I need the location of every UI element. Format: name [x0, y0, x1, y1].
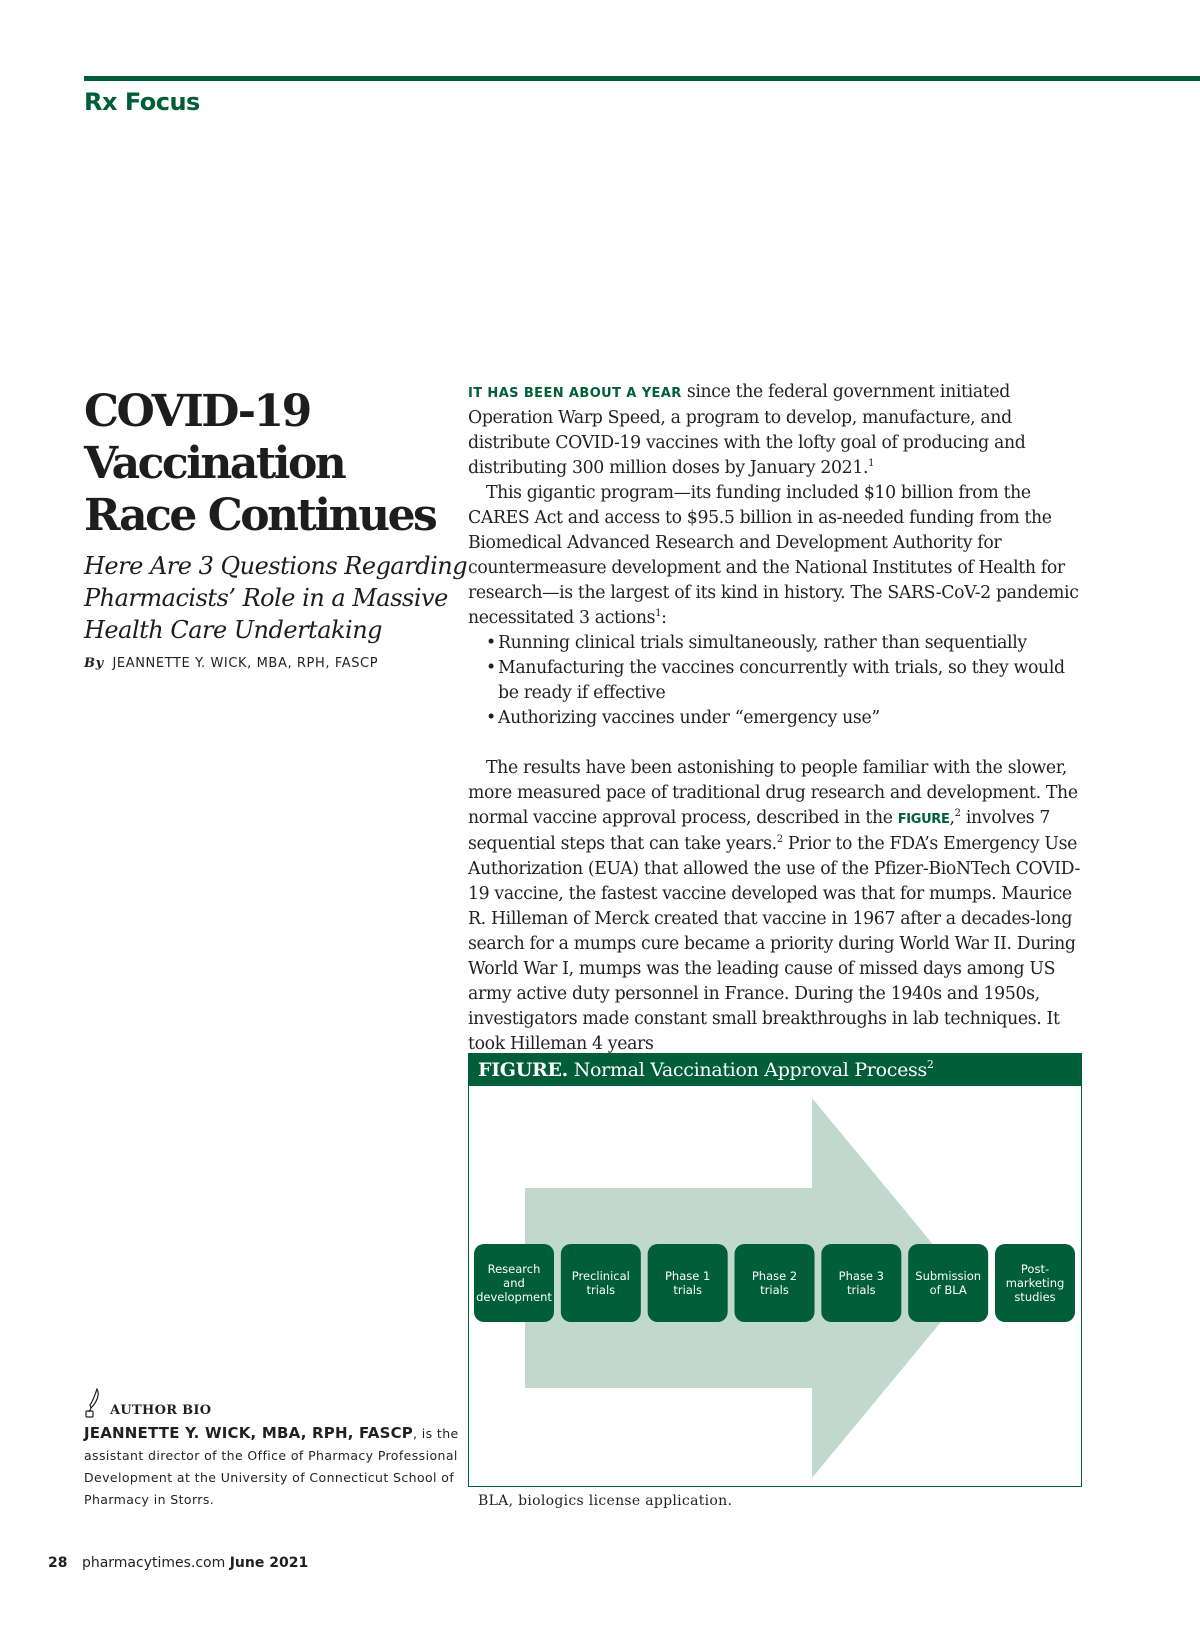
paragraph-1	[468, 380, 1088, 481]
byline	[84, 656, 454, 671]
reference-4: 2	[776, 834, 783, 845]
figure-label: FIGURE.	[478, 1059, 568, 1081]
author-bio-heading	[110, 1388, 464, 1418]
paragraph-3-text-d: Prior to the FDA’s Emergency Use Authorization (EUA) that allowed the use of the Pfizer-BioNTech COVID-19 vaccine, the fastest vaccine developed was that for mumps. Maurice R. Hilleman of Merck created that vaccine in 1967 after a decades-long search for a mumps cure became a priority during World War II. During World War I, mumps was the leading cause of missed days among US army active duty personnel in France. During the 1940s and 1950s, investigators made constant small breakthroughs in lab techniques. It took Hilleman 4 years	[468, 834, 1080, 1054]
steps-group	[474, 1244, 1075, 1322]
lead-in: IT HAS BEEN ABOUT A YEAR	[468, 386, 682, 401]
reference-1: 1	[868, 458, 875, 469]
process-step-label: marketing	[1005, 1276, 1065, 1290]
figure-link[interactable]: FIGURE	[897, 812, 950, 827]
article-title-line-2: Vaccination	[84, 438, 345, 489]
process-step-label: Preclinical	[571, 1269, 630, 1283]
reference-3: 2	[954, 808, 961, 819]
subtitle-line-3: Health Care Undertaking	[84, 616, 383, 644]
process-step-label: Research	[487, 1262, 541, 1276]
process-step-label: Phase 1	[665, 1269, 711, 1283]
paragraph-3-text-a: The results have been astonishing to people familiar with the slower, more measured pace of traditional drug research and development. The normal vaccine approval process, described in the	[468, 758, 1078, 828]
bio-description: , is the assistant director of the Office of Pharmacy Professional Development at the University of Connecticut School of Pharmacy in Storrs.	[84, 1426, 459, 1507]
site-name: pharmacytimes.com	[81, 1555, 226, 1571]
paragraph-2	[468, 481, 1088, 631]
bullet-item: • Running clinical trials simultaneously, rather than sequentially	[486, 631, 1088, 656]
bio-heading-text: AUTHOR BIO	[110, 1403, 212, 1418]
reference-2: 1	[655, 608, 662, 619]
bio-author-name: JEANNETTE Y. WICK, MBA, RPH, FASCP	[84, 1424, 413, 1442]
process-step-label: studies	[1014, 1290, 1056, 1304]
author-bio	[84, 1388, 464, 1511]
article-title-line-1: COVID-19	[84, 386, 310, 437]
process-step-label: and	[503, 1276, 525, 1290]
process-step-label: Submission	[915, 1269, 982, 1283]
figure-box	[468, 1053, 1082, 1487]
subtitle-line-2: Pharmacists’ Role in a Massive	[84, 584, 448, 612]
process-step-label: trials	[673, 1283, 703, 1297]
process-step-label: Post-	[1020, 1262, 1050, 1276]
paragraph-2-text: This gigantic program—its funding included $10 billion from the CARES Act and access to $95.5 billion in as-needed funding from the Biomedical Advanced Research and Development Authority for countermeasure development and the National Institutes of Health for research—is the largest of its kind in history. The SARS-CoV-2 pandemic necessitated 3 actions	[468, 483, 1079, 628]
figure-reference: 2	[926, 1058, 934, 1071]
quill-icon	[84, 1388, 102, 1418]
process-step-label: trials	[586, 1283, 616, 1297]
bullet-item: • Manufacturing the vaccines concurrently with trials, so they would be ready if effective	[486, 656, 1088, 706]
process-step-label: trials	[760, 1283, 789, 1297]
paragraph-2-end: :	[661, 608, 667, 628]
figure-title: Normal Vaccination Approval Process	[567, 1059, 927, 1081]
top-rule	[84, 76, 1200, 81]
bullet-list	[468, 631, 1088, 731]
figure-caption: BLA, biologics license application.	[478, 1493, 733, 1509]
process-step-label: trials	[846, 1283, 876, 1297]
page-footer	[48, 1555, 308, 1571]
process-step-label: Phase 3	[838, 1269, 884, 1283]
process-diagram	[469, 1086, 1080, 1485]
issue-date: June 2021	[229, 1555, 309, 1571]
paragraph-3	[468, 756, 1088, 1057]
process-step-label: Phase 2	[751, 1269, 798, 1283]
bullet-item: • Authorizing vaccines under “emergency use”	[486, 706, 1088, 731]
subtitle-line-1: Here Are 3 Questions Regarding	[84, 552, 468, 580]
paragraph-3-text-b: ,	[949, 808, 955, 828]
article-title-line-3: Race Continues	[84, 490, 436, 541]
process-step-label: development	[476, 1290, 552, 1304]
page-number: 28	[48, 1555, 68, 1571]
author-bio-text	[84, 1422, 464, 1511]
process-step-label: of BLA	[929, 1283, 967, 1297]
article-subtitle	[84, 550, 468, 646]
figure-header	[469, 1054, 1081, 1086]
byline-prefix: By	[84, 656, 104, 671]
body-text	[468, 380, 1088, 1057]
title-block	[84, 386, 468, 671]
section-label: Rx Focus	[84, 88, 200, 116]
byline-author: JEANNETTE Y. WICK, MBA, RPH, FASCP	[112, 656, 379, 671]
spacer	[468, 731, 1088, 756]
paragraph-1-text: since the federal government initiated Operation Warp Speed, a program to develop, manufacture, and distribute COVID-19 vaccines with the lofty goal of producing and distributing 300 million doses by January 2021.	[468, 382, 1026, 478]
paragraph-3-text-c: involves 7 sequential steps that can take years.	[468, 808, 1051, 854]
